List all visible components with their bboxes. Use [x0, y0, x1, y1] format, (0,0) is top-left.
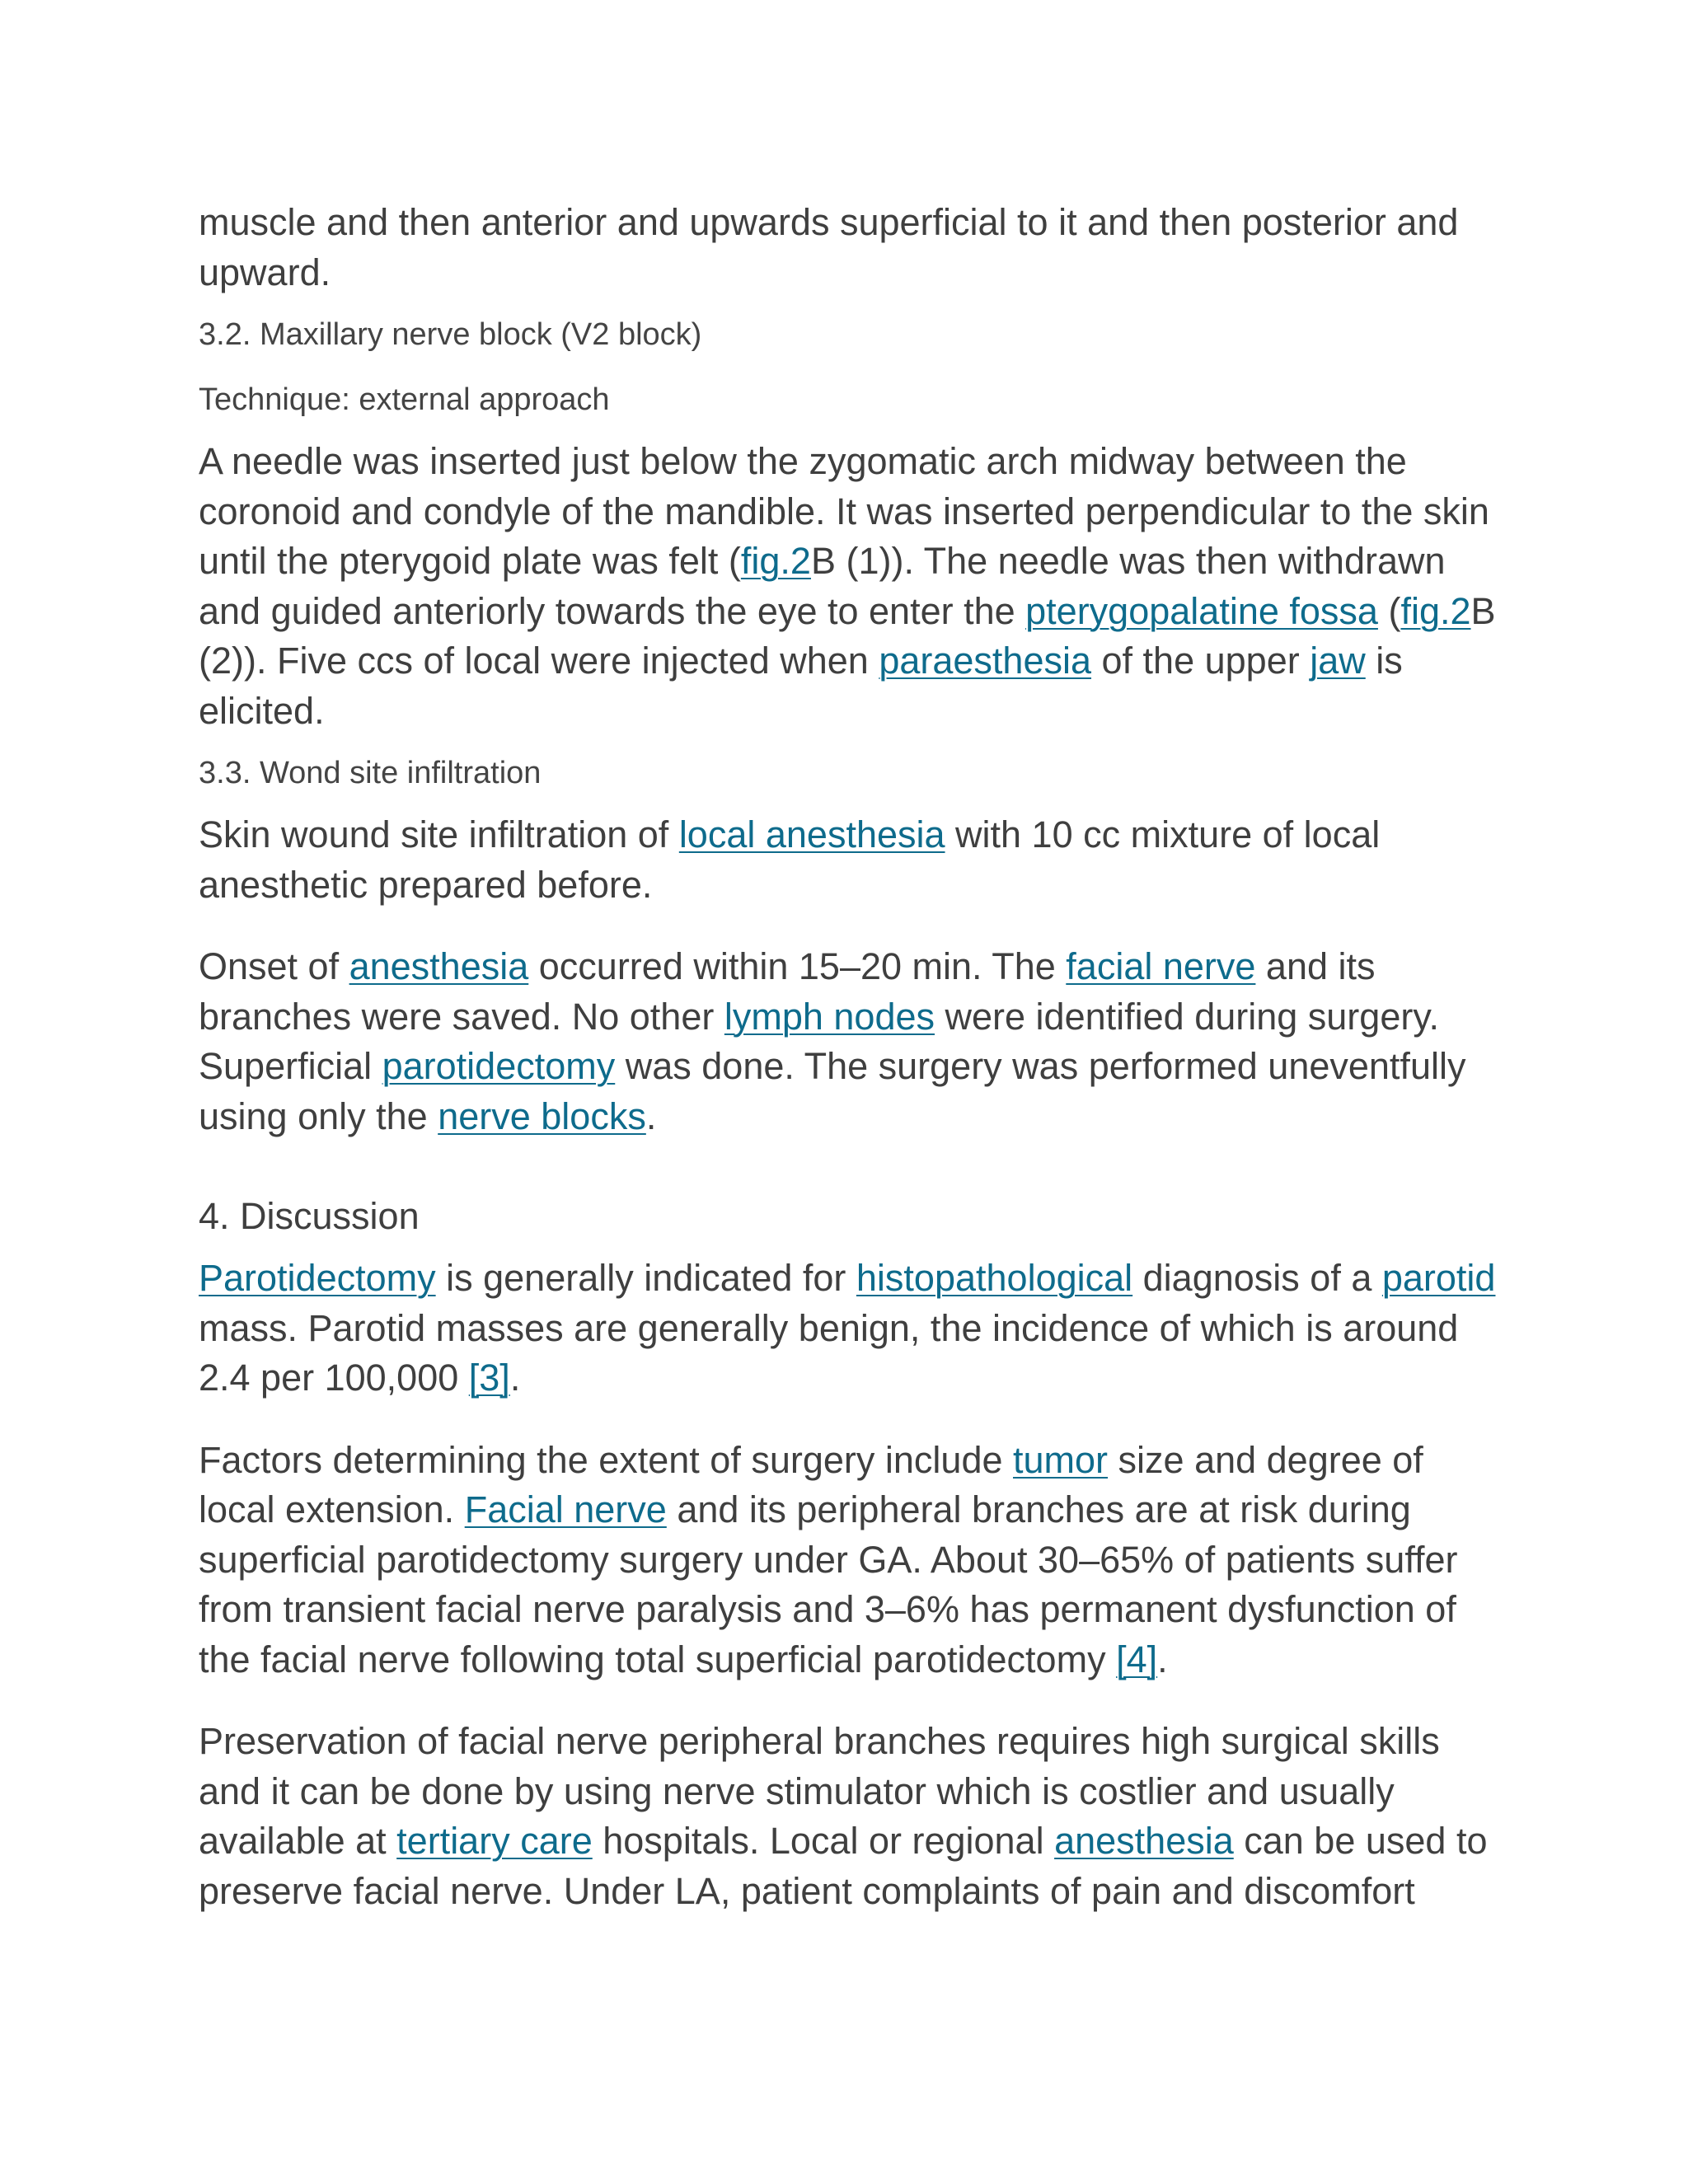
term-link-jaw[interactable]: jaw	[1310, 640, 1366, 682]
paragraph-skin-infiltration	[199, 810, 1501, 910]
section-heading-discussion: 4. Discussion	[199, 1195, 420, 1237]
paragraph-surgery-factors	[199, 1436, 1501, 1685]
term-link-tumor[interactable]: tumor	[1013, 1438, 1109, 1481]
text: A needle was inserted just below the zygomatic arch midway between the coronoid and condyle of the mandible. It was inserted perpendicular to the skin until the pterygoid plate was felt (	[199, 440, 1489, 582]
text: (	[1377, 589, 1401, 632]
text: of the upper	[1091, 640, 1311, 682]
term-link-anesthesia[interactable]: anesthesia	[349, 945, 529, 987]
text: .	[509, 1357, 521, 1399]
text: B (2)). Five ccs of local were injected when	[199, 589, 1496, 682]
term-link-local-anesthesia[interactable]: local anesthesia	[678, 813, 945, 855]
term-link-nerve-blocks[interactable]: nerve blocks	[438, 1094, 646, 1137]
text: and its peripheral branches are at risk during superficial parotidectomy surgery under GA. About 30–65% of patients suffer from transient facial nerve paralysis and 3–6% has permanent dysfunction of the facial nerve following total superficial parotidectomy	[199, 1488, 1458, 1680]
text: with 10 cc mixture of local anesthetic prepared before.	[199, 813, 1381, 906]
paragraph-technique-continuation	[199, 198, 1501, 298]
text: can be used to preserve facial nerve. Under LA, patient complaints of pain and discomfort	[199, 1820, 1488, 1912]
text: diagnosis of a	[1132, 1257, 1382, 1299]
citation-link-4[interactable]: [4]	[1116, 1638, 1158, 1680]
figure-link-fig2[interactable]: fig.2	[1400, 589, 1471, 632]
term-link-parotidectomy[interactable]: parotidectomy	[382, 1045, 616, 1087]
text: Factors determining the extent of surgery include	[199, 1438, 1014, 1481]
term-link-facial-nerve[interactable]: facial nerve	[1066, 945, 1256, 987]
text: is generally indicated for	[435, 1257, 856, 1299]
citation-link-3[interactable]: [3]	[468, 1357, 510, 1399]
text: hospitals. Local or regional	[592, 1820, 1055, 1862]
term-link-tertiary-care[interactable]: tertiary care	[396, 1820, 593, 1862]
text: occurred within 15–20 min. The	[528, 945, 1067, 987]
text: mass. Parotid masses are generally benign, the incidence of which is around 2.4 per 100,000	[199, 1306, 1459, 1399]
term-link-facial-nerve[interactable]: Facial nerve	[464, 1488, 667, 1530]
text: Skin wound site infiltration of	[199, 813, 679, 855]
subsection-heading-maxillary-nerve-block: 3.2. Maxillary nerve block (V2 block)	[199, 317, 702, 352]
paragraph-onset	[199, 942, 1501, 1141]
text: B (1)). The needle was then withdrawn and guided anteriorly towards the eye to enter the	[199, 540, 1446, 632]
text: .	[645, 1094, 657, 1137]
text: Onset of	[199, 945, 349, 987]
text: were identified during surgery. Superficial	[199, 995, 1439, 1087]
figure-link-fig2[interactable]: fig.2	[740, 540, 811, 582]
paragraph-parotidectomy	[199, 1254, 1501, 1404]
text: is elicited.	[199, 640, 1403, 732]
term-link-paraesthesia[interactable]: paraesthesia	[879, 640, 1092, 682]
text: muscle and then anterior and upwards superficial to it and then posterior and upward.	[199, 201, 1459, 293]
term-link-pterygopalatine-fossa[interactable]: pterygopalatine fossa	[1025, 589, 1378, 632]
article-page	[199, 198, 1501, 1916]
term-link-parotid[interactable]: parotid	[1381, 1257, 1496, 1299]
text: Preservation of facial nerve peripheral branches requires high surgical skills and it can be done by using nerve stimulator which is costlier and usually available at	[199, 1720, 1440, 1862]
paragraph-nerve-preservation	[199, 1717, 1501, 1916]
text: and its branches were saved. No other	[199, 945, 1376, 1038]
text: size and degree of local extension.	[199, 1438, 1423, 1530]
paragraph-needle-insertion	[199, 437, 1501, 736]
text: .	[1157, 1638, 1168, 1680]
term-link-histopathological[interactable]: histopathological	[856, 1257, 1133, 1299]
term-link-anesthesia[interactable]: anesthesia	[1054, 1820, 1234, 1862]
subsection-heading-wound-site-infiltration: 3.3. Wond site infiltration	[199, 756, 542, 790]
text: was done. The surgery was performed uneventfully using only the	[199, 1045, 1466, 1137]
term-link-lymph-nodes[interactable]: lymph nodes	[724, 995, 935, 1038]
term-link-parotidectomy[interactable]: Parotidectomy	[199, 1257, 436, 1299]
technique-heading: Technique: external approach	[199, 382, 610, 417]
